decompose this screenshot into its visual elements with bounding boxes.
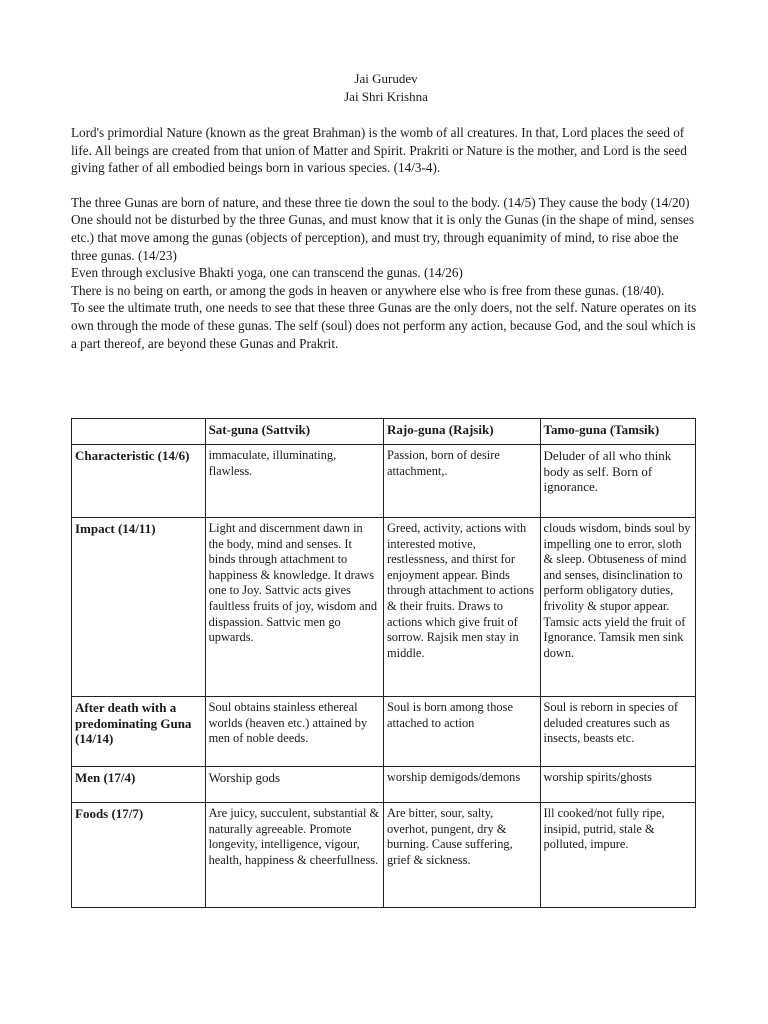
- table-cell: immaculate, illuminating, flawless.: [205, 445, 383, 518]
- paragraph-gunas-bind: The three Gunas are born of nature, and these three tie down the soul to the body. (14/5) They cause the body (14/20): [71, 194, 690, 210]
- row-label-impact: Impact (14/11): [72, 518, 206, 697]
- table-cell: Soul is born among those attached to action: [383, 697, 540, 767]
- table-cell: Soul is reborn in species of deluded creatures such as insects, beasts etc.: [540, 697, 696, 767]
- gunas-table: [71, 418, 696, 908]
- table-cell: Ill cooked/not fully ripe, insipid, putrid, stale & polluted, impure.: [540, 803, 696, 908]
- table-row: [72, 803, 696, 908]
- heading-line-1: Jai Gurudev: [354, 71, 418, 86]
- paragraph-not-disturbed: One should not be disturbed by the three Gunas, and must know that it is only the Gunas (in the shape of mind, senses etc.) that move among the gunas (objects of perception), and must try, through equanimity of mind, to rise aboe the three gunas. (14/23): [71, 212, 695, 263]
- table-header-row: [72, 419, 696, 445]
- table-cell: Are juicy, succulent, substantial & naturally agreeable. Promote longevity, intelligence, vigour, health, happiness & cheerfullness.: [205, 803, 383, 908]
- table-row: [72, 445, 696, 518]
- intro-text: [71, 124, 701, 352]
- table-row: [72, 518, 696, 697]
- table-cell: Passion, born of desire attachment,.: [383, 445, 540, 518]
- table-cell: Are bitter, sour, salty, overhot, pungent, dry & burning. Cause suffering, grief & sickness.: [383, 803, 540, 908]
- paragraph-ultimate-truth: To see the ultimate truth, one needs to see that these three Gunas are the only doers, not the self. Nature operates on its own through the mode of these gunas. The self (soul) does not perform any action, because God, and the soul which is a part thereof, are beyond these Gunas and Prakrit.: [71, 300, 697, 351]
- row-label-men: Men (17/4): [72, 767, 206, 803]
- table-row: [72, 697, 696, 767]
- table-header-empty: [72, 419, 206, 445]
- table-cell: worship demigods/demons: [383, 767, 540, 803]
- table-cell: Deluder of all who think body as self. Born of ignorance.: [540, 445, 696, 518]
- table-row: [72, 767, 696, 803]
- row-label-foods: Foods (17/7): [72, 803, 206, 908]
- heading-line-2: Jai Shri Krishna: [344, 89, 428, 104]
- table-cell: Worship gods: [205, 767, 383, 803]
- table-cell: Light and discernment dawn in the body, mind and senses. It binds through attachment to happiness & knowledge. It draws one to Joy. Sattvic acts gives faultless fruits of joy, wisdom and dispassion. Sattvic men go upwards.: [205, 518, 383, 697]
- paragraph-creation: Lord's primordial Nature (known as the great Brahman) is the womb of all creatures. In that, Lord places the seed of life. All beings are created from that union of Matter and Spirit. Prakriti or Nature is the mother, and Lord is the seed giving father of all embodied beings born in various species. (14/3-4).: [71, 125, 687, 176]
- table-cell: Soul obtains stainless ethereal worlds (heaven etc.) attained by men of noble deeds.: [205, 697, 383, 767]
- table-cell: worship spirits/ghosts: [540, 767, 696, 803]
- table-header-sattvik: Sat-guna (Sattvik): [205, 419, 383, 445]
- row-label-after-death: After death with a predominating Guna (14/14): [72, 697, 206, 767]
- row-label-characteristic: Characteristic (14/6): [72, 445, 206, 518]
- paragraph-bhakti: Even through exclusive Bhakti yoga, one can transcend the gunas. (14/26): [71, 265, 463, 281]
- table-cell: clouds wisdom, binds soul by impelling one to error, sloth & sleep. Obtuseness of mind and senses, disinclination to perform obligatory duties, frivolity & stupor appear. Tamsic acts yield the fruit of Ignorance. Tamsik men sink down.: [540, 518, 696, 697]
- document-heading: [0, 70, 768, 106]
- table-header-tamsik: Tamo-guna (Tamsik): [540, 419, 696, 445]
- table-cell: Greed, activity, actions with interested motive, restlessness, and thirst for enjoyment appear. Binds through attachment to actions & their fruits. Draws to actions which give fruit of sorrow. Rajsik men stay in middle.: [383, 518, 540, 697]
- table-header-rajsik: Rajo-guna (Rajsik): [383, 419, 540, 445]
- paragraph-no-being-free: There is no being on earth, or among the gods in heaven or anywhere else who is free from these gunas. (18/40).: [71, 282, 665, 298]
